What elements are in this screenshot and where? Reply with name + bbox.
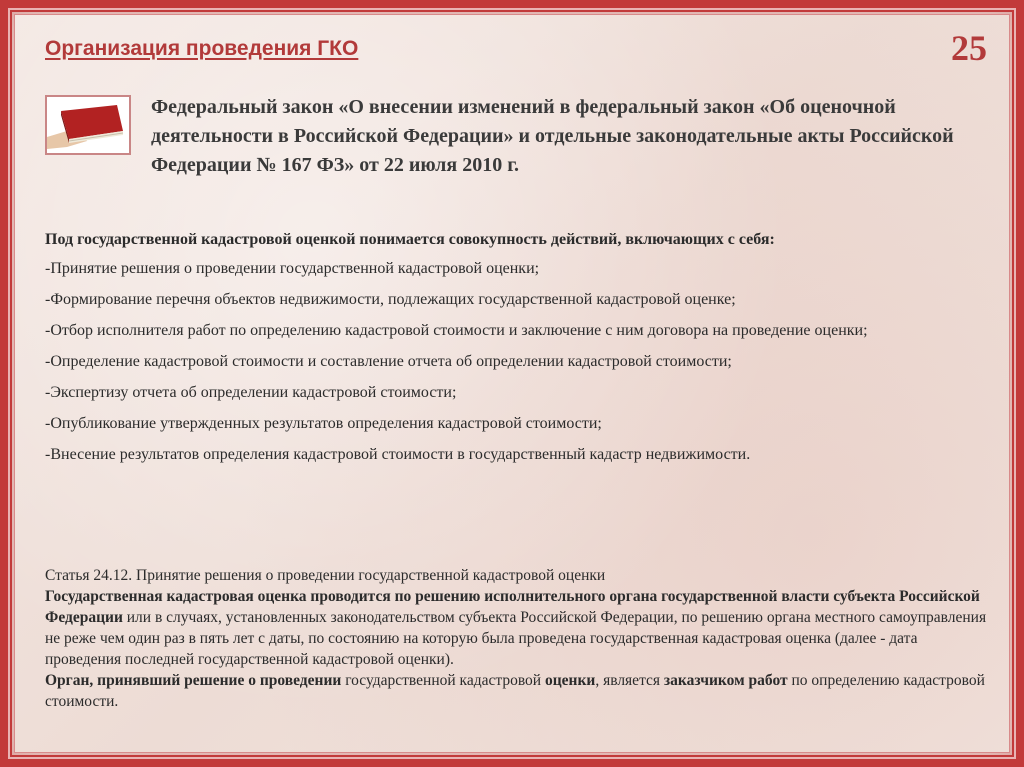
article-p2-bold-1: Орган, принявший решение о проведении	[45, 672, 342, 689]
page-number: 25	[951, 28, 987, 68]
article-p1-text: или в случаях, установленных законодательством субъекта Российской Федерации, по решению органа местного самоуправления не реже чем один раз в пять лет с даты, по состоянию на которую была проведена государственная кадастровая оценка (далее - дата проведения последней государственной кадастровой оценки).	[45, 609, 987, 668]
law-heading: Федеральный закон «О внесении изменений в федеральный закон «Об оценочной деятельности в Российской Федерации» и отдельные законодательные акты Российской Федерации № 167 ФЗ» от 22 июля 2010 г.	[151, 96, 954, 176]
article-title: Статья 24.12. Принятие решения о проведении государственной кадастровой оценки	[45, 567, 606, 584]
list-item: -Формирование перечня объектов недвижимости, подлежащих государственной кадастровой оценке;	[45, 291, 736, 308]
article-paragraph-2	[45, 670, 990, 712]
book-in-hand-icon	[45, 95, 131, 155]
article-section	[45, 565, 990, 712]
list-item: -Внесение результатов определения кадастровой стоимости в государственный кадастр недвижимости.	[45, 446, 751, 463]
slide	[14, 14, 1010, 753]
list-item: -Отбор исполнителя работ по определению кадастровой стоимости и заключение с ним договора на проведение оценки;	[45, 322, 868, 339]
article-p2-text-2: , является	[595, 672, 664, 689]
article-p2-bold-2: оценки	[544, 672, 596, 689]
list-item: -Определение кадастровой стоимости и составление отчета об определении кадастровой стоимости;	[45, 353, 732, 370]
list-item: -Опубликование утвержденных результатов определения кадастровой стоимости;	[45, 415, 602, 432]
article-p2-bold-3: заказчиком работ	[663, 672, 788, 689]
actions-lead: Под государственной кадастровой оценкой понимается совокупность действий, включающих с себя:	[45, 231, 775, 248]
list-item: -Принятие решения о проведении государственной кадастровой оценки;	[45, 260, 540, 277]
actions-section	[45, 229, 985, 475]
article-p2-text-3: по определению кадастровой стоимости.	[45, 672, 985, 710]
list-item: -Экспертизу отчета об определении кадастровой стоимости;	[45, 384, 457, 401]
slide-title: Организация проведения ГКО	[45, 37, 359, 60]
article-paragraph-1	[45, 586, 990, 670]
article-p2-text-1: государственной кадастровой	[341, 672, 545, 689]
article-p1-bold: Государственная кадастровая оценка проводится по решению исполнительного органа государственной власти субъекта Российской Федерации	[45, 588, 980, 626]
